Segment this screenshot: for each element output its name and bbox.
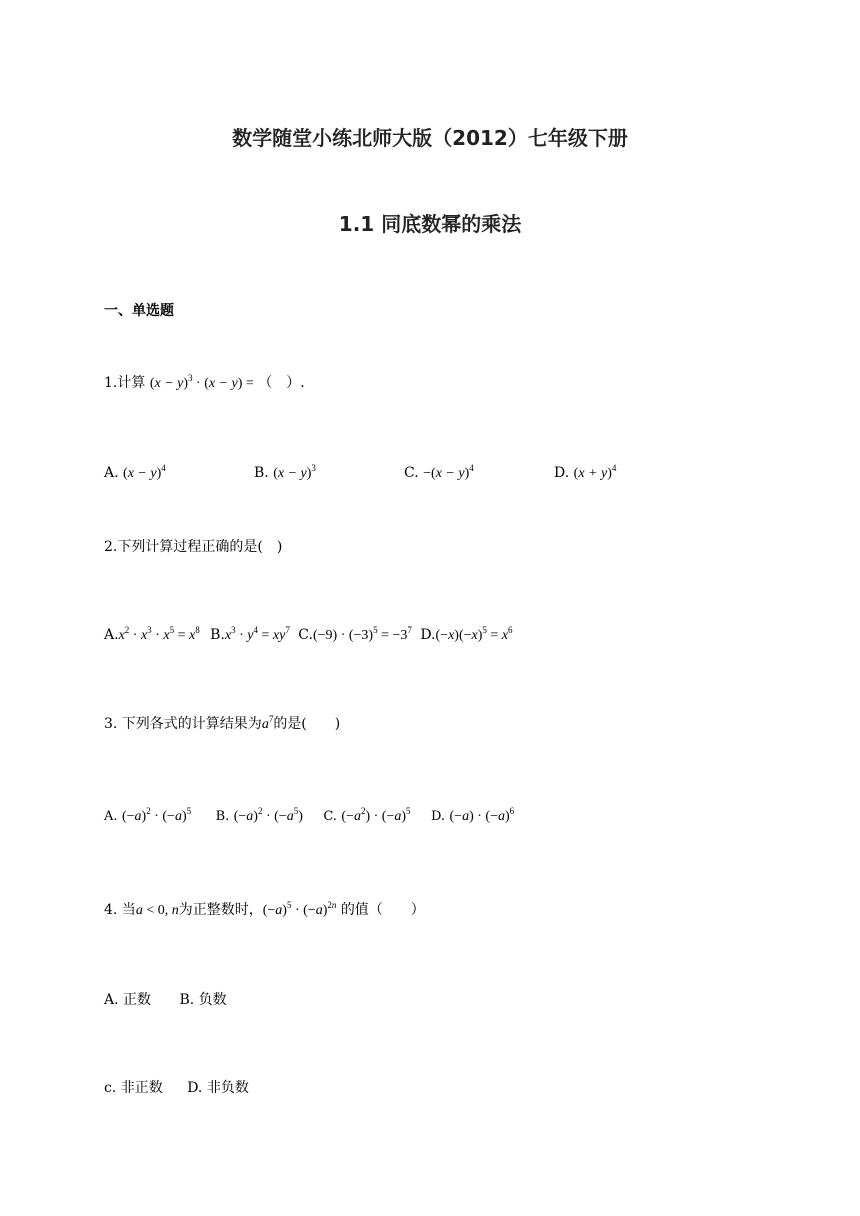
question-4-options-row-1 (104, 990, 227, 1010)
question-3-options (104, 806, 514, 827)
question-3-option-c: C. $(-a^2) \cdot (-a)^5$ (323, 806, 411, 824)
question-4-option-c: c. 非正数 (104, 1080, 163, 1096)
question-3-option-d: D. $(-a) \cdot (-a)^6$ (430, 806, 515, 824)
question-4-stem-prefix: 4. 当 (104, 902, 136, 918)
question-1-formula: $(x - y)^3 \cdot (x - y)$ = (149, 373, 254, 391)
question-1-option-c: C. $-(x - y)^4$ (404, 463, 474, 481)
question-1-stem-prefix: 1.计算 (104, 375, 146, 391)
question-4-stem (104, 900, 425, 921)
question-4-formula: $(-a)^5 \cdot (-a)^{2n}$ (262, 900, 337, 918)
question-2-option-d: $D.(-x)(-x)^5 = x^6$ (420, 625, 513, 643)
question-4-option-a: A. 正数 (104, 992, 152, 1008)
question-3-option-a: A. $(-a)^2 \cdot (-a)^5$ (104, 806, 192, 824)
question-1-option-b: B. $(x - y)^3$ (254, 463, 316, 481)
question-2-option-c: $C.(-9) \cdot (-3)^5 = -3^7$ (298, 625, 412, 643)
question-4-condition: a < 0, n (135, 903, 179, 918)
question-2-stem: 2.下列计算过程正确的是( ) (104, 539, 283, 555)
question-2-option-b: $B.x^3 \cdot y^4 = xy^7$ (210, 625, 290, 643)
section-heading: 一、单选题 (104, 303, 174, 319)
question-1-option-d: D. $(x + y)^4$ (554, 463, 617, 481)
question-2-options (104, 625, 513, 646)
question-4-stem-middle: 为正整数时， (178, 902, 263, 918)
question-2-option-a: $A.x^2 \cdot x^3 \cdot x^5 = x^8$ (104, 625, 200, 643)
question-1-option-a: A. $(x - y)^4$ (104, 463, 166, 481)
question-1-stem (104, 373, 305, 394)
question-3-stem-prefix: 3. 下列各式的计算结果为 (104, 716, 262, 732)
question-1-stem-suffix: （ ）. (258, 375, 305, 391)
question-4-option-b: B. 负数 (179, 992, 227, 1008)
question-3-formula: $a^7$ (261, 714, 274, 732)
question-4-options-row-2 (104, 1078, 249, 1098)
question-3-stem (104, 714, 340, 735)
document-subtitle: 1.1 同底数幂的乘法 (338, 212, 522, 236)
question-4-option-d: D. 非负数 (187, 1080, 249, 1096)
question-4-stem-suffix: 的值（ ） (340, 902, 425, 918)
question-3-option-b: B. $(-a)^2 \cdot (-a^5)$ (215, 806, 303, 824)
question-3-stem-suffix: 的是( ) (273, 716, 341, 732)
document-title: 数学随堂小练北师大版（2012）七年级下册 (232, 126, 628, 150)
